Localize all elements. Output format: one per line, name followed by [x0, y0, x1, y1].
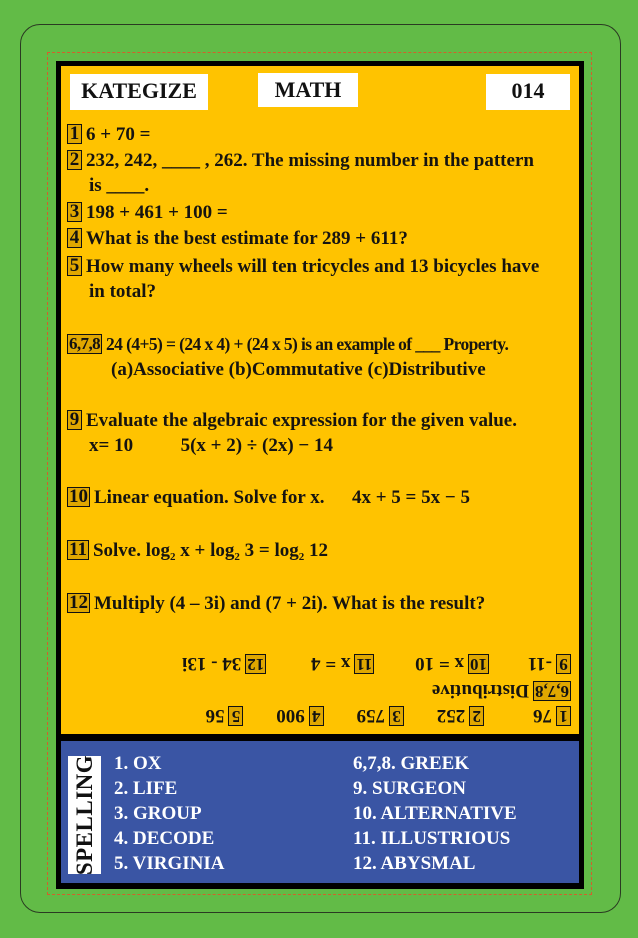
question-1: [67, 122, 573, 147]
question-text: 24 (4+5) = (24 x 4) + (24 x 5) is an example of ___ Property.: [106, 334, 509, 354]
answer-11: 11x = 4: [311, 653, 373, 674]
spelling-word: 5. VIRGINIA: [114, 853, 225, 874]
answer-options: (a)Associative (b)Commutative (c)Distributive: [111, 359, 486, 380]
answer-2: 2252: [437, 703, 485, 727]
question-badge: 4: [67, 228, 82, 248]
question-10: [67, 485, 573, 510]
question-text-continued: is ____.: [89, 175, 150, 196]
answer-key-upside-down: [61, 641, 579, 733]
spelling-word: 6,7,8. GREEK: [353, 753, 470, 774]
answer-3: 3759: [357, 703, 405, 727]
question-badge: 3: [67, 202, 82, 222]
question-5: [67, 254, 573, 304]
answer-9: 9-11: [528, 651, 571, 675]
question-3: [67, 200, 573, 225]
answer-row-3: [182, 651, 571, 675]
answer-1: 176: [533, 703, 571, 727]
spelling-list-right: [353, 751, 517, 876]
question-text: What is the best estimate for 289 + 611?: [86, 228, 408, 249]
spelling-word: 3. GROUP: [114, 803, 202, 824]
question-text: Multiply (4 – 3i) and (7 + 2i). What is the result?: [94, 593, 486, 614]
question-text: 198 + 461 + 100 =: [86, 202, 228, 223]
answer-5: 556: [206, 703, 244, 727]
spelling-word: 12. ABYSMAL: [353, 853, 476, 874]
spelling-word: 9. SURGEON: [353, 778, 466, 799]
question-9: [67, 408, 573, 458]
question-badge: 12: [69, 592, 88, 613]
answer-row-1: [206, 703, 572, 727]
spelling-word: 4. DECODE: [114, 828, 215, 849]
spelling-word: 2. LIFE: [114, 778, 178, 799]
category-label: MATH: [258, 73, 358, 107]
expression: 5(x + 2) ÷ (2x) − 14: [180, 435, 333, 456]
question-badge: 5: [67, 256, 82, 276]
question-4: [67, 226, 573, 251]
question-text: Evaluate the algebraic expression for the given value.: [86, 410, 517, 431]
question-badge: 11: [69, 539, 87, 560]
question-text: How many wheels will ten tricycles and 13 bicycles have: [86, 256, 540, 277]
answer-12: 1234 - 13i: [182, 653, 265, 674]
question-panel: [61, 66, 579, 734]
given-value: x= 10: [89, 435, 134, 456]
question-2: [67, 148, 573, 198]
question-badge: 9: [67, 410, 82, 430]
log-term: $\log_2 3$ =: [210, 540, 275, 563]
answer-4: 4900: [276, 703, 324, 727]
question-text: Linear equation. Solve for x.: [94, 487, 325, 508]
spelling-word: 1. OX: [114, 753, 162, 774]
question-text: 6 + 70 =: [86, 124, 151, 145]
question-12: [67, 591, 573, 616]
spelling-label: SPELLING: [68, 756, 101, 874]
question-badge: 2: [67, 150, 82, 170]
spelling-panel: [61, 741, 579, 883]
brand-label: KATEGIZE: [70, 74, 208, 110]
answer-6-7-8: 6,7,8Distributive: [431, 680, 569, 701]
equation: 4x + 5 = 5x − 5: [351, 487, 470, 508]
spelling-word: 11. ILLUSTRIOUS: [353, 828, 511, 849]
log-term: $\log_2 x$ +: [145, 540, 211, 563]
question-6-7-8: [67, 332, 573, 382]
trivia-card: [56, 61, 584, 889]
question-badge: 1: [67, 124, 82, 144]
question-text: 232, 242, ____ , 262. The missing number in the pattern: [86, 150, 534, 171]
question-text: Solve.: [92, 540, 141, 561]
log-term: $\log_2 12$: [274, 540, 328, 563]
card-number: 014: [486, 74, 570, 110]
question-badge: 6,7,8: [69, 334, 101, 353]
question-text-continued: in total?: [89, 281, 157, 302]
spelling-word: 10. ALTERNATIVE: [353, 803, 517, 824]
spelling-list-left: [114, 751, 225, 876]
question-badge: 10: [69, 486, 88, 507]
answer-row-2: [432, 678, 571, 702]
answer-10: 10x = 10: [415, 653, 487, 674]
question-11: [67, 538, 573, 570]
